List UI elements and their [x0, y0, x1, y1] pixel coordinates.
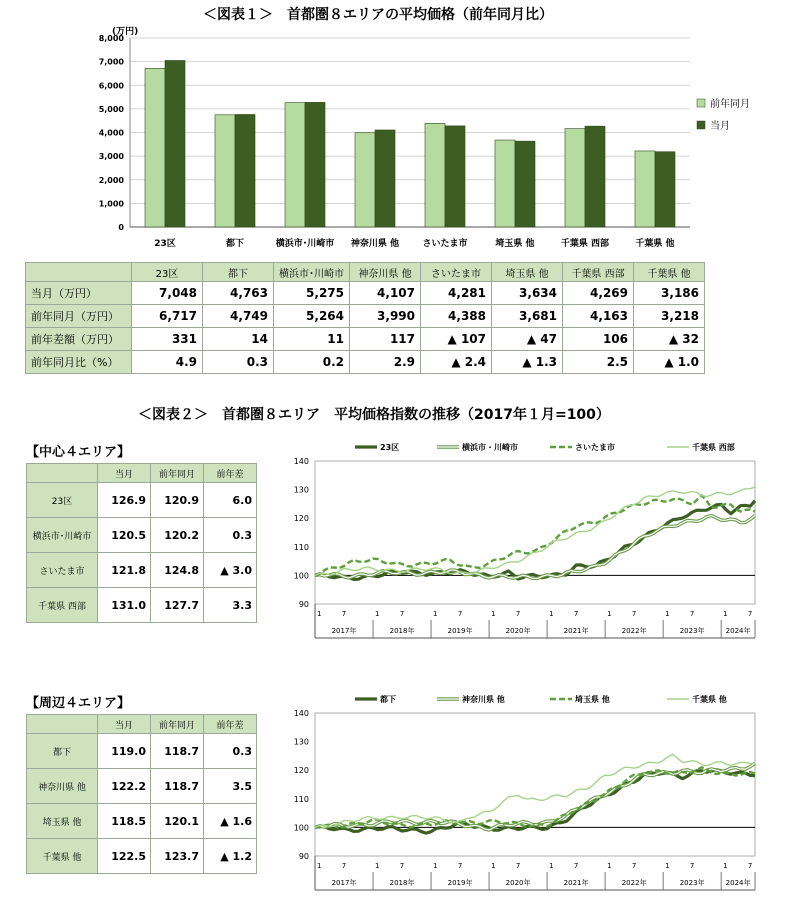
series-line — [315, 501, 755, 580]
month-tick-label: 1 — [723, 610, 728, 618]
row-label: 前年差額（万円） — [26, 328, 132, 351]
month-tick-label: 1 — [433, 862, 438, 870]
legend-label: 埼玉県 他 — [575, 695, 610, 704]
bar-curr — [235, 114, 255, 227]
periphery-table-wrap — [26, 714, 257, 874]
table-cell: ▲ 47 — [492, 328, 563, 351]
bar-curr — [305, 102, 325, 227]
center-line-chart — [285, 436, 775, 646]
table-cell: 117 — [350, 328, 421, 351]
month-tick-label: 7 — [689, 862, 695, 870]
bar-prev — [635, 151, 655, 227]
table-cell: 123.7 — [151, 839, 204, 874]
price-table — [25, 262, 705, 374]
year-label: 2022年 — [621, 879, 647, 887]
month-tick-label: 7 — [631, 610, 637, 618]
column-header: 23区 — [132, 263, 203, 282]
month-tick-label: 1 — [491, 610, 496, 618]
periphery-index-table — [26, 714, 257, 874]
table-cell: 124.8 — [151, 553, 204, 588]
table-cell: 122.2 — [98, 769, 151, 804]
legend-label: 千葉県 西部 — [692, 443, 735, 452]
year-label: 2017年 — [331, 879, 357, 887]
year-label: 2023年 — [679, 627, 705, 635]
row-label: 都下 — [27, 734, 98, 769]
month-tick-label: 7 — [631, 862, 637, 870]
month-tick-label: 7 — [399, 610, 405, 618]
year-label: 2017年 — [331, 627, 357, 635]
x-category-label: さいたま市 — [422, 239, 468, 249]
table-cell: 3,218 — [634, 305, 705, 328]
y-tick-label: 100 — [293, 571, 309, 581]
table-cell: 7,048 — [132, 282, 203, 305]
row-label: 23区 — [27, 483, 98, 518]
row-label: 千葉県 他 — [27, 839, 98, 874]
month-tick-label: 1 — [433, 610, 438, 618]
table-row — [26, 282, 705, 305]
y-tick-label: 120 — [293, 514, 309, 524]
table-cell: 121.8 — [98, 553, 151, 588]
table-cell: 120.5 — [98, 518, 151, 553]
bar-prev — [215, 115, 235, 227]
table-cell: ▲ 3.0 — [204, 553, 257, 588]
table-header-row — [27, 464, 257, 483]
row-label: さいたま市 — [27, 553, 98, 588]
center-table-wrap — [26, 463, 257, 623]
year-label: 2022年 — [621, 627, 647, 635]
y-unit-label: (万円) — [112, 27, 139, 37]
table-cell: ▲ 2.4 — [421, 351, 492, 374]
month-tick-label: 1 — [375, 862, 380, 870]
legend-swatch — [697, 121, 705, 129]
table-row — [27, 588, 257, 623]
table-cell: 3.3 — [204, 588, 257, 623]
table-cell: 3,990 — [350, 305, 421, 328]
table-row — [26, 328, 705, 351]
series-line — [315, 516, 755, 579]
x-category-label: 埼玉県 他 — [495, 239, 535, 249]
legend-label: 前年同月 — [710, 99, 750, 110]
series-line-inner — [315, 516, 755, 579]
table-cell: 106 — [563, 328, 634, 351]
year-label: 2018年 — [389, 879, 415, 887]
year-label: 2023年 — [679, 879, 705, 887]
x-category-label: 23区 — [154, 239, 176, 249]
legend-label: 23区 — [380, 443, 400, 452]
month-tick-label: 7 — [457, 610, 463, 618]
y-tick-label: 110 — [293, 794, 309, 804]
column-header: 千葉県 他 — [634, 263, 705, 282]
table-cell: 4,281 — [421, 282, 492, 305]
bar-prev — [355, 133, 375, 227]
month-tick-label: 7 — [515, 862, 521, 870]
table-cell: 3,186 — [634, 282, 705, 305]
table-row — [26, 305, 705, 328]
table-cell: ▲ 32 — [634, 328, 705, 351]
column-header: 前年同月 — [151, 715, 204, 734]
month-tick-label: 7 — [399, 862, 405, 870]
table-cell: 127.7 — [151, 588, 204, 623]
table-cell: 118.7 — [151, 769, 204, 804]
month-tick-label: 1 — [607, 610, 612, 618]
table-header-row — [27, 715, 257, 734]
plot-frame — [315, 461, 755, 604]
year-label: 2020年 — [505, 627, 531, 635]
table-cell: 5,275 — [274, 282, 350, 305]
legend-swatch — [697, 99, 705, 107]
year-label: 2021年 — [563, 879, 589, 887]
plot-frame — [315, 713, 755, 856]
y-tick-label: 130 — [293, 485, 309, 495]
year-label: 2019年 — [447, 627, 473, 635]
month-tick-label: 7 — [747, 862, 753, 870]
row-label: 神奈川県 他 — [27, 769, 98, 804]
bar-curr — [375, 130, 395, 227]
bar-prev — [425, 123, 445, 227]
series-line — [315, 495, 755, 575]
table-cell: 120.9 — [151, 483, 204, 518]
table-cell: 4,107 — [350, 282, 421, 305]
month-tick-label: 1 — [491, 862, 496, 870]
table-corner — [27, 464, 98, 483]
table-cell: 4,749 — [203, 305, 274, 328]
table-cell: ▲ 1.0 — [634, 351, 705, 374]
column-header: 当月 — [98, 464, 151, 483]
center-index-table — [26, 463, 257, 623]
table-cell: 119.0 — [98, 734, 151, 769]
year-label: 2019年 — [447, 879, 473, 887]
table-cell: 3.5 — [204, 769, 257, 804]
table-corner — [27, 715, 98, 734]
table-cell: 4,163 — [563, 305, 634, 328]
bar-chart — [0, 20, 786, 260]
legend-label: 横浜市・川崎市 — [462, 443, 518, 452]
table-row — [27, 734, 257, 769]
year-label: 2024年 — [725, 627, 751, 635]
bar-prev — [145, 68, 165, 227]
table-row — [26, 351, 705, 374]
month-tick-label: 1 — [549, 862, 554, 870]
legend-label: 神奈川県 他 — [462, 695, 505, 704]
x-category-label: 都下 — [225, 239, 245, 249]
y-tick-label: 7,000 — [98, 57, 124, 67]
y-tick-label: 90 — [298, 600, 309, 609]
month-tick-label: 1 — [665, 862, 670, 870]
table-cell: 4,388 — [421, 305, 492, 328]
month-tick-label: 7 — [573, 610, 579, 618]
column-header: 埼玉県 他 — [492, 263, 563, 282]
legend-label: 都下 — [380, 695, 396, 704]
table1-wrap — [25, 262, 705, 374]
row-label: 当月（万円） — [26, 282, 132, 305]
bar-curr — [585, 126, 605, 227]
month-tick-label: 1 — [375, 610, 380, 618]
y-tick-label: 120 — [293, 766, 309, 776]
table-cell: 11 — [274, 328, 350, 351]
bar-prev — [495, 140, 515, 227]
legend-label: 千葉県 他 — [692, 695, 727, 704]
table-cell: 331 — [132, 328, 203, 351]
fig2-title: ＜図表２＞ 首都圏８エリア 平均価格指数の推移（2017年１月=100） — [138, 407, 610, 423]
y-tick-label: 1,000 — [98, 199, 124, 209]
table-cell: ▲ 1.2 — [204, 839, 257, 874]
table-cell: 122.5 — [98, 839, 151, 874]
table-cell: 118.5 — [98, 804, 151, 839]
month-tick-label: 1 — [317, 862, 322, 870]
bar-prev — [565, 129, 585, 227]
month-tick-label: 1 — [317, 610, 322, 618]
y-tick-label: 110 — [293, 542, 309, 552]
x-category-label: 横浜市･川崎市 — [275, 239, 335, 249]
table-row — [27, 839, 257, 874]
y-tick-label: 2,000 — [98, 175, 124, 185]
month-tick-label: 7 — [457, 862, 463, 870]
table-cell: 14 — [203, 328, 274, 351]
bar-curr — [655, 152, 675, 227]
month-tick-label: 7 — [515, 610, 521, 618]
column-header: 当月 — [98, 715, 151, 734]
month-tick-label: 7 — [573, 862, 579, 870]
table-row — [27, 518, 257, 553]
bar-curr — [165, 60, 185, 227]
y-tick-label: 90 — [298, 852, 309, 861]
y-tick-label: 130 — [293, 737, 309, 747]
center-area-title: 【中心４エリア】 — [26, 445, 131, 460]
column-header: 横浜市･川崎市 — [274, 263, 350, 282]
y-tick-label: 140 — [293, 457, 309, 466]
table-cell: 131.0 — [98, 588, 151, 623]
fig1-title: ＜図表１＞ 首都圏８エリアの平均価格（前年同月比） — [203, 7, 553, 23]
column-header: 神奈川県 他 — [350, 263, 421, 282]
bar-curr — [445, 126, 465, 227]
y-tick-label: 4,000 — [98, 128, 124, 138]
x-category-label: 千葉県 他 — [635, 239, 675, 249]
table-cell: 120.1 — [151, 804, 204, 839]
month-tick-label: 7 — [747, 610, 753, 618]
legend-label: さいたま市 — [575, 443, 615, 452]
month-tick-label: 1 — [665, 610, 670, 618]
table-cell: 0.2 — [274, 351, 350, 374]
row-label: 横浜市･川崎市 — [27, 518, 98, 553]
y-tick-label: 6,000 — [98, 81, 124, 91]
year-label: 2024年 — [725, 879, 751, 887]
y-tick-label: 0 — [118, 223, 124, 232]
bar-curr — [515, 141, 535, 227]
table-cell: 2.9 — [350, 351, 421, 374]
table-cell: 4,763 — [203, 282, 274, 305]
table-cell: 126.9 — [98, 483, 151, 518]
table-row — [27, 804, 257, 839]
column-header: さいたま市 — [421, 263, 492, 282]
y-tick-label: 140 — [293, 709, 309, 718]
row-label: 前年同月（万円） — [26, 305, 132, 328]
legend-label: 当月 — [710, 121, 730, 132]
table-row — [27, 553, 257, 588]
table-cell: 3,634 — [492, 282, 563, 305]
table-corner — [26, 263, 132, 282]
table-cell: ▲ 1.3 — [492, 351, 563, 374]
periphery-area-title: 【周辺４エリア】 — [26, 696, 131, 711]
table-cell: 5,264 — [274, 305, 350, 328]
table-cell: 4.9 — [132, 351, 203, 374]
table-cell: ▲ 107 — [421, 328, 492, 351]
periphery-line-chart — [285, 688, 775, 893]
y-tick-label: 3,000 — [98, 152, 124, 162]
table-cell: 2.5 — [563, 351, 634, 374]
table-cell: ▲ 1.6 — [204, 804, 257, 839]
column-header: 前年同月 — [151, 464, 204, 483]
month-tick-label: 7 — [689, 610, 695, 618]
month-tick-label: 7 — [341, 862, 347, 870]
table-header-row — [26, 263, 705, 282]
row-label: 前年同月比（%） — [26, 351, 132, 374]
table-cell: 0.3 — [204, 518, 257, 553]
column-header: 都下 — [203, 263, 274, 282]
year-label: 2020年 — [505, 879, 531, 887]
month-tick-label: 1 — [607, 862, 612, 870]
bar-prev — [285, 103, 305, 227]
x-category-label: 千葉県 西部 — [560, 239, 610, 249]
table-cell: 118.7 — [151, 734, 204, 769]
table-cell: 3,681 — [492, 305, 563, 328]
table-cell: 4,269 — [563, 282, 634, 305]
y-tick-label: 5,000 — [98, 104, 124, 114]
month-tick-label: 1 — [723, 862, 728, 870]
row-label: 埼玉県 他 — [27, 804, 98, 839]
y-tick-label: 8,000 — [98, 34, 124, 43]
row-label: 千葉県 西部 — [27, 588, 98, 623]
table-cell: 6,717 — [132, 305, 203, 328]
table-cell: 0.3 — [204, 734, 257, 769]
table-row — [27, 769, 257, 804]
x-category-label: 神奈川県 他 — [350, 239, 400, 249]
series-line — [315, 754, 755, 827]
year-label: 2018年 — [389, 627, 415, 635]
column-header: 前年差 — [204, 715, 257, 734]
month-tick-label: 1 — [549, 610, 554, 618]
table-cell: 120.2 — [151, 518, 204, 553]
column-header: 千葉県 西部 — [563, 263, 634, 282]
year-label: 2021年 — [563, 627, 589, 635]
table-cell: 6.0 — [204, 483, 257, 518]
month-tick-label: 7 — [341, 610, 347, 618]
table-row — [27, 483, 257, 518]
y-tick-label: 100 — [293, 823, 309, 833]
column-header: 前年差 — [204, 464, 257, 483]
table-cell: 0.3 — [203, 351, 274, 374]
